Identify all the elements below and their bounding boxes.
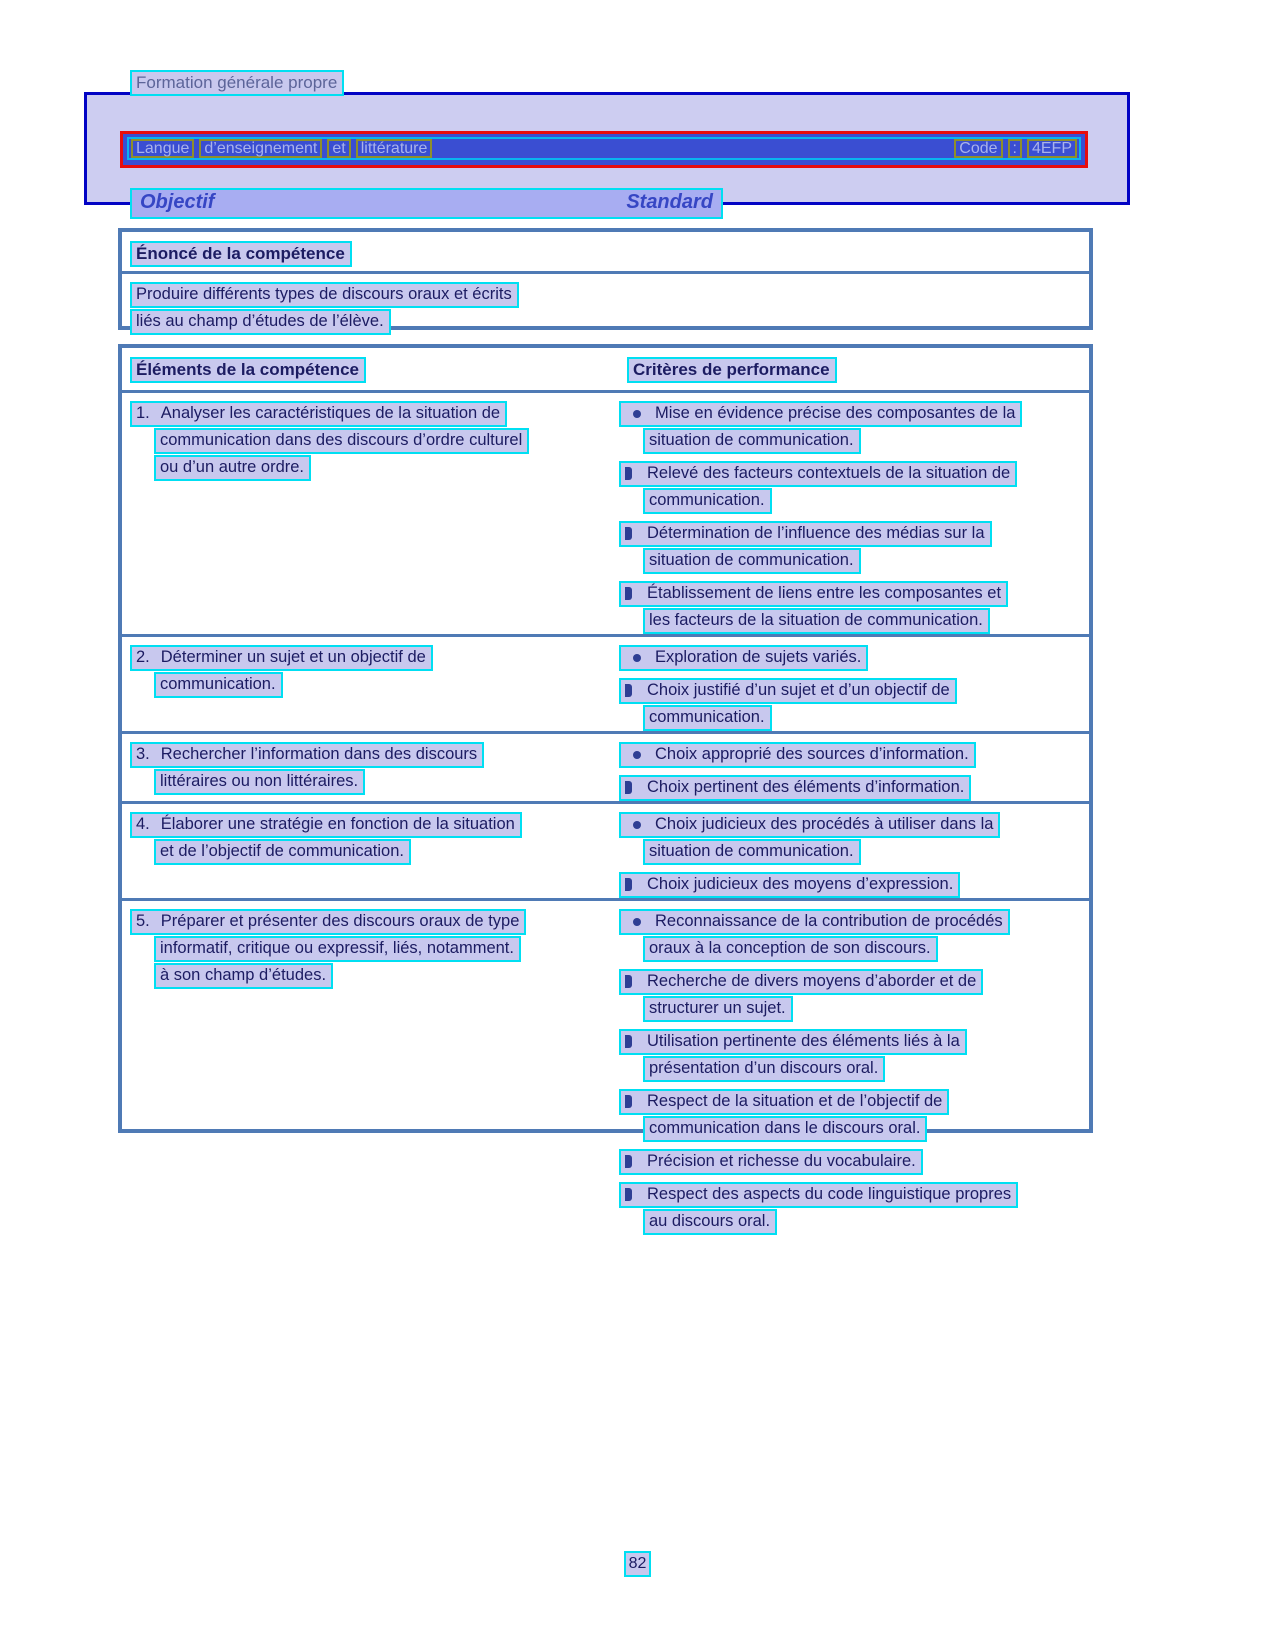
criterion-line: communication.: [643, 705, 772, 731]
criterion-line: [619, 581, 1008, 607]
criterion-text: Respect de la situation et de l’objectif de: [647, 1092, 943, 1110]
criterion-line: [619, 1029, 967, 1055]
criterion-item: [619, 742, 1089, 768]
criterion-item: [619, 1029, 1089, 1082]
header-panel: [84, 92, 1130, 213]
bullet-pill-icon: [625, 1035, 632, 1048]
criterion-item: [619, 461, 1089, 514]
criterion-text: Respect des aspects du code linguistique propres: [647, 1185, 1012, 1203]
enonce-table-header: [122, 232, 1089, 274]
bullet-pill-icon: [625, 527, 632, 540]
criterion-item: [619, 812, 1089, 865]
criteria-cell: [619, 401, 1089, 634]
criterion-line: [619, 521, 992, 547]
criterion-line: présentation d’un discours oral.: [643, 1056, 885, 1082]
banner-title-word: Langue: [131, 139, 194, 158]
bullet-dot-icon: [633, 654, 641, 662]
banner-title-word: d’enseignement: [199, 139, 322, 158]
criterion-line: [619, 909, 1010, 935]
element-line: [130, 401, 507, 427]
banner-line-box: [127, 137, 1081, 160]
bullet-pill-icon: [625, 1095, 632, 1108]
enonce-table: [118, 228, 1093, 330]
element-number: 5.: [136, 912, 150, 930]
criterion-item: [619, 581, 1089, 634]
criterion-text: Mise en évidence précise des composantes de la: [655, 404, 1016, 422]
bullet-pill-icon: [625, 684, 632, 697]
element-line: communication.: [154, 672, 283, 698]
criterion-text: Choix judicieux des procédés à utiliser dans la: [655, 815, 994, 833]
criterion-item: [619, 401, 1089, 454]
element-number: 1.: [136, 404, 150, 422]
criterion-line: [619, 461, 1017, 487]
standard-label: Standard: [626, 191, 713, 213]
element-cell: [122, 401, 619, 634]
element-cell: [122, 645, 619, 731]
element-text: Rechercher l’information dans des discours: [160, 745, 478, 763]
criterion-line: [619, 775, 971, 801]
page-number: 82: [624, 1551, 652, 1577]
criterion-text: Choix justifié d’un sujet et d’un objectif de: [647, 681, 950, 699]
criterion-line: [619, 812, 1000, 838]
criterion-item: [619, 645, 1089, 671]
table-row: [122, 393, 1089, 634]
element-number: 2.: [136, 648, 150, 666]
criterion-text: Recherche de divers moyens d’aborder et de: [647, 972, 977, 990]
element-line: à son champ d’études.: [154, 963, 333, 989]
bullet-pill-icon: [625, 1188, 632, 1201]
banner-title-word: et: [327, 139, 350, 158]
element-text: Préparer et présenter des discours oraux de type: [160, 912, 520, 930]
criterion-line: [619, 1149, 923, 1175]
criterion-item: [619, 775, 1089, 801]
competence-table: [118, 344, 1093, 1230]
elements-header-cell: [130, 357, 627, 390]
element-text: Déterminer un sujet et un objectif de: [160, 648, 426, 666]
element-line: [130, 742, 484, 768]
criterion-line: [619, 742, 976, 768]
criterion-item: [619, 1089, 1089, 1142]
bullet-dot-icon: [633, 751, 641, 759]
criterion-item: [619, 909, 1089, 962]
element-line: [130, 909, 526, 935]
criterion-line: structurer un sujet.: [643, 996, 793, 1022]
bullet-pill-icon: [625, 975, 632, 988]
element-number: 4.: [136, 815, 150, 833]
criteria-cell: [619, 742, 1089, 801]
competence-table-header: [122, 348, 1089, 393]
enonce-header-label: Énoncé de la compétence: [130, 241, 352, 267]
bullet-pill-icon: [625, 1155, 632, 1168]
table-row: [122, 898, 1089, 1235]
criterion-line: [619, 1089, 949, 1115]
criterion-line: [619, 645, 868, 671]
element-line: littéraires ou non littéraires.: [154, 769, 365, 795]
course-banner: [120, 131, 1088, 168]
element-text: Analyser les caractéristiques de la situation de: [160, 404, 501, 422]
criterion-line: les facteurs de la situation de communication.: [643, 608, 990, 634]
bullet-dot-icon: [633, 410, 641, 418]
criterion-line: au discours oral.: [643, 1209, 777, 1235]
criterion-line: situation de communication.: [643, 428, 861, 454]
enonce-line: liés au champ d’études de l’élève.: [130, 309, 391, 335]
criteria-cell: [619, 645, 1089, 731]
criterion-line: [619, 1182, 1018, 1208]
criterion-text: Reconnaissance de la contribution de procédés: [655, 912, 1003, 930]
element-line: [130, 812, 522, 838]
criterion-line: [619, 872, 960, 898]
banner-code: [954, 139, 1077, 158]
criterion-text: Établissement de liens entre les composantes et: [647, 584, 1002, 602]
element-line: et de l’objectif de communication.: [154, 839, 411, 865]
objectif-label: Objectif: [140, 191, 215, 213]
criterion-line: communication dans le discours oral.: [643, 1116, 927, 1142]
criterion-item: [619, 521, 1089, 574]
criterion-text: Choix judicieux des moyens d’expression.: [647, 875, 954, 893]
criterion-text: Détermination de l’influence des médias sur la: [647, 524, 985, 542]
criterion-text: Choix pertinent des éléments d’information.: [647, 778, 965, 796]
criterion-item: [619, 872, 1089, 898]
criterion-item: [619, 969, 1089, 1022]
element-line: communication dans des discours d’ordre culturel: [154, 428, 529, 454]
criteres-header-cell: [627, 357, 1089, 390]
criterion-line: situation de communication.: [643, 548, 861, 574]
bullet-dot-icon: [633, 821, 641, 829]
criterion-line: oraux à la conception de son discours.: [643, 936, 938, 962]
table-row: [122, 634, 1089, 731]
criterion-line: situation de communication.: [643, 839, 861, 865]
criteres-header-label: Critères de performance: [627, 357, 837, 383]
criterion-line: [619, 401, 1022, 427]
bullet-pill-icon: [625, 781, 632, 794]
banner-title: [131, 139, 432, 158]
breadcrumb: [130, 70, 344, 96]
criteria-cell: [619, 812, 1089, 898]
criterion-item: [619, 1182, 1089, 1235]
element-cell: [122, 742, 619, 801]
page-footer: [0, 1551, 1275, 1577]
criterion-line: [619, 678, 957, 704]
table-row: [122, 731, 1089, 801]
element-line: ou d’un autre ordre.: [154, 455, 311, 481]
criterion-item: [619, 678, 1089, 731]
breadcrumb-label: Formation générale propre: [130, 70, 344, 96]
criterion-line: communication.: [643, 488, 772, 514]
elements-header-label: Éléments de la compétence: [130, 357, 366, 383]
banner-title-word: littérature: [356, 139, 433, 158]
criterion-line: [619, 969, 983, 995]
criterion-text: Exploration de sujets variés.: [655, 648, 862, 666]
enonce-line: Produire différents types de discours oraux et écrits: [130, 282, 519, 308]
criterion-text: Relevé des facteurs contextuels de la situation de: [647, 464, 1011, 482]
banner-code-word: :: [1008, 139, 1022, 158]
element-cell: [122, 812, 619, 898]
element-text: Élaborer une stratégie en fonction de la situation: [160, 815, 515, 833]
objectif-standard-row: [130, 188, 723, 219]
element-number: 3.: [136, 745, 150, 763]
criterion-text: Précision et richesse du vocabulaire.: [647, 1152, 916, 1170]
element-line: [130, 645, 433, 671]
element-cell: [122, 909, 619, 1235]
bullet-pill-icon: [625, 467, 632, 480]
element-line: informatif, critique ou expressif, liés, notamment.: [154, 936, 521, 962]
banner-code-word: Code: [954, 139, 1002, 158]
criterion-item: [619, 1149, 1089, 1175]
criteria-cell: [619, 909, 1089, 1235]
criterion-text: Choix approprié des sources d’information.: [655, 745, 969, 763]
bullet-pill-icon: [625, 878, 632, 891]
enonce-table-body: [122, 274, 1089, 335]
criterion-text: Utilisation pertinente des éléments liés à la: [647, 1032, 960, 1050]
banner-code-word: 4EFP: [1027, 139, 1077, 158]
bullet-pill-icon: [625, 587, 632, 600]
table-row: [122, 801, 1089, 898]
bullet-dot-icon: [633, 918, 641, 926]
